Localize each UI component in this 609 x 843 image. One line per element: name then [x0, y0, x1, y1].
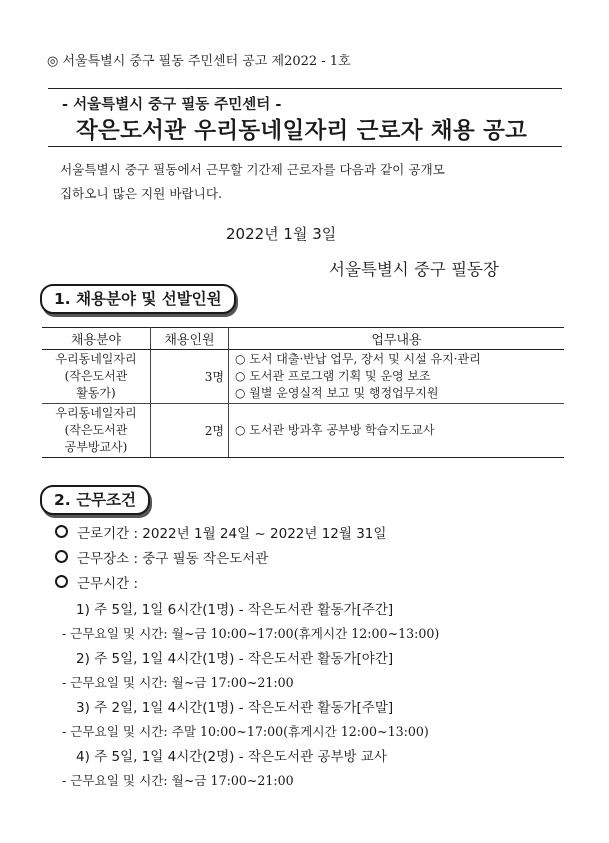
work-hours: [55, 572, 138, 592]
duties-cell: [229, 404, 565, 458]
header-duties: 업무내용: [229, 328, 565, 350]
section-2-heading: 2. 근무조건: [40, 485, 150, 515]
count-cell: 3명: [151, 350, 229, 404]
duty-item: ○ 도서관 방과후 공부방 학습지도교사: [235, 423, 435, 437]
header-field: 채용분야: [42, 328, 151, 350]
field-line: 우리동네일자리: [55, 406, 137, 420]
field-line: 공부방교사): [64, 440, 128, 454]
table-row: [42, 350, 564, 404]
schedule-title: 3) 주 2일, 1일 4시간(1명) - 작은도서관 활동가[주말]: [76, 700, 394, 716]
intro-line-2: 집하오니 많은 지원 바랍니다.: [60, 186, 222, 201]
duty-item: ○ 도서관 프로그램 기획 및 운영 보조: [235, 369, 431, 383]
section-1-heading: 1. 채용분야 및 선발인원: [40, 284, 236, 314]
circle-bullet-icon: [55, 525, 68, 538]
count-cell: 2명: [151, 404, 229, 458]
title-top-rule: [48, 88, 562, 89]
recruitment-table: [42, 327, 564, 458]
work-period: [55, 522, 386, 542]
schedule-detail: - 근무요일 및 시간: 월~금 17:00~21:00: [62, 675, 294, 690]
header-count: 채용인원: [151, 328, 229, 350]
duties-cell: [229, 350, 565, 404]
field-line: 활동가): [76, 386, 116, 400]
work-place: [55, 547, 268, 567]
schedule-detail: - 근무요일 및 시간: 주말 10:00~17:00(휴게시간 12:00~13:00): [62, 724, 429, 739]
work-place-text: 근무장소 : 중구 필동 작은도서관: [77, 551, 269, 567]
schedule-detail: - 근무요일 및 시간: 월~금 17:00~21:00: [62, 773, 294, 788]
duty-item: ○ 도서 대출·반납 업무, 장서 및 시설 유지·관리: [235, 352, 481, 366]
announcement-date: 2022년 1월 3일: [226, 225, 337, 243]
field-line: (작은도서관: [64, 369, 128, 383]
issuing-office: 서울특별시 중구 필동장: [329, 260, 499, 279]
field-cell: [42, 404, 151, 458]
notice-number: ◎ 서울특별시 중구 필동 주민센터 공고 제2022 - 1호: [47, 54, 351, 69]
schedule-title: 2) 주 5일, 1일 4시간(1명) - 작은도서관 활동가[야간]: [76, 651, 394, 667]
circle-bullet-icon: [55, 575, 68, 588]
work-hours-label: 근무시간 :: [77, 576, 139, 592]
subtitle: - 서울특별시 중구 필동 주민센터 -: [62, 97, 282, 113]
schedule-title: 1) 주 5일, 1일 6시간(1명) - 작은도서관 활동가[주간]: [76, 602, 394, 618]
main-title: 작은도서관 우리동네일자리 근로자 채용 공고: [76, 118, 528, 144]
intro-line-1: 서울특별시 중구 필동에서 근무할 기간제 근로자를 다음과 같이 공개모: [60, 162, 445, 177]
field-line: (작은도서관: [64, 423, 128, 437]
duty-item: ○ 월별 운영실적 보고 및 행정업무지원: [235, 386, 439, 400]
field-line: 우리동네일자리: [55, 352, 137, 366]
field-cell: [42, 350, 151, 404]
title-bottom-rule: [48, 146, 562, 147]
circle-bullet-icon: [55, 550, 68, 563]
table-row: [42, 404, 564, 458]
work-period-text: 근로기간 : 2022년 1월 24일 ~ 2022년 12월 31일: [77, 526, 387, 542]
schedule-detail: - 근무요일 및 시간: 월~금 10:00~17:00(휴게시간 12:00~13:00): [62, 626, 440, 641]
schedule-title: 4) 주 5일, 1일 4시간(2명) - 작은도서관 공부방 교사: [76, 749, 387, 765]
table-header-row: [42, 328, 564, 350]
